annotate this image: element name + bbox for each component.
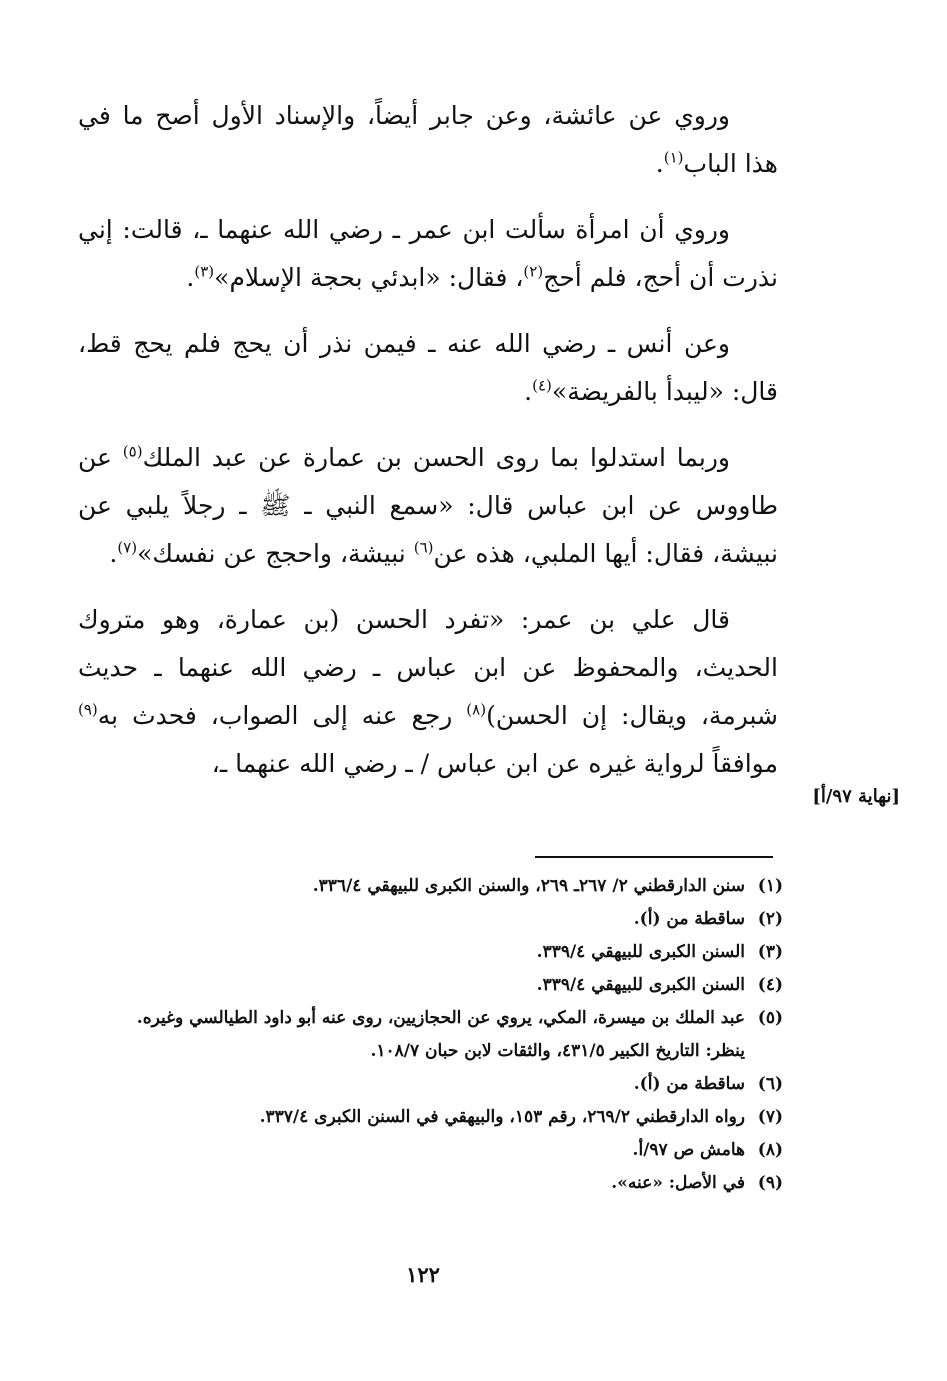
footnote-text: هامش ص ٩٧/أ. — [632, 1140, 745, 1160]
paragraph-4 — [78, 434, 778, 578]
footnote-item — [78, 903, 783, 936]
punctuation: . — [109, 539, 118, 568]
footnote-ref: (٤) — [532, 376, 552, 395]
footnote-ref: (٧) — [117, 538, 138, 557]
footnote-item — [78, 936, 783, 969]
footnote-number: (١) — [757, 876, 783, 896]
footnote-number: (٥) — [757, 1008, 783, 1028]
paragraph-text: قال علي بن عمر: «تفرد الحسن (بن عمارة، وهو متروك الحديث، والمحفوظ عن ابن عباس ـ رضي الله عنهما ـ حديث شبرمة، ويقال: إن الحسن) — [78, 605, 778, 730]
paragraph-text: رجع عنه إلى الصواب، فحدث به — [97, 701, 467, 730]
paragraph-text: وروي أن امرأة سألت ابن عمر ـ رضي الله عنهما ـ، قالت: إني نذرت أن أحج، فلم أحج — [78, 215, 778, 292]
footnote-divider — [535, 856, 773, 858]
footnote-continuation: ينظر: التاريخ الكبير ٤٣١/٥، والثقات لابن حبان ١٠٨/٧. — [370, 1041, 745, 1061]
footnote-text: السنن الكبرى للبيهقي ٣٣٩/٤. — [536, 975, 745, 995]
footnote-item — [78, 1167, 783, 1200]
punctuation: . — [524, 377, 533, 406]
paragraph-5 — [78, 596, 778, 788]
footnote-item — [78, 969, 783, 1002]
footnote-number: (٣) — [757, 942, 783, 962]
paragraph-1 — [78, 92, 778, 188]
footnote-item — [78, 1068, 783, 1101]
footnote-item — [78, 1002, 783, 1035]
footnote-ref: (٢) — [523, 262, 544, 281]
footnote-item — [78, 1101, 783, 1134]
footnote-text: في الأصل: «عنه». — [611, 1173, 745, 1193]
footnote-text: رواه الدارقطني ٢٦٩/٢، رقم ١٥٣، والبيهقي في السنن الكبرى ٣٣٧/٤. — [259, 1107, 745, 1127]
footnote-ref: (٩) — [78, 700, 98, 719]
footnote-number: (٦) — [757, 1074, 783, 1094]
footnote-ref: (٦) — [413, 538, 434, 557]
footnote-number: (٧) — [757, 1107, 783, 1127]
footnote-ref: (٥) — [122, 442, 143, 461]
paragraph-text: وعن أنس ـ رضي الله عنه ـ فيمن نذر أن يحج فلم يحج قط، قال: «ليبدأ بالفريضة» — [78, 329, 778, 406]
footnote-item — [78, 870, 783, 903]
punctuation: . — [186, 263, 195, 292]
paragraph-3 — [78, 320, 778, 416]
paragraph-text: نبيشة، واحجج عن نفسك» — [137, 539, 414, 568]
main-text — [78, 92, 778, 788]
paragraph-text: ، فقال: «ابدئي بحجة الإسلام» — [214, 263, 524, 292]
page-number: ١٢٢ — [406, 1262, 440, 1287]
footnote-text: ساقطة من (أ). — [633, 909, 745, 929]
paragraph-text: عن طاووس عن ابن عباس قال: «سمع النبي ـ ﷺ ـ رجلاً يلبي عن نبيشة، فقال: أيها الملبي، هذه عن — [78, 443, 778, 568]
paragraph-text: وربما استدلوا بما روى الحسن بن عمارة عن عبد الملك — [142, 443, 730, 472]
footnote-ref: (١) — [663, 148, 684, 167]
paragraph-text: وروي عن عائشة، وعن جابر أيضاً، والإسناد الأول أصح ما في هذا الباب — [78, 101, 778, 178]
footnote-ref: (٣) — [194, 262, 215, 281]
footnote-number: (٤) — [757, 975, 783, 995]
footnote-text: ساقطة من (أ). — [633, 1074, 745, 1094]
footnote-number: (٢) — [757, 909, 783, 929]
paragraph-text: موافقاً لرواية غيره عن ابن عباس / ـ رضي الله عنهما ـ، — [211, 749, 778, 778]
footnote-number: (٨) — [757, 1140, 783, 1160]
footnote-item — [78, 1134, 783, 1167]
footnote-number: (٩) — [757, 1173, 783, 1193]
footnote-text: عبد الملك بن ميسرة، المكي، يروي عن الحجازيين، روى عنه أبو داود الطيالسي وغيره. — [136, 1008, 745, 1028]
footnotes — [78, 870, 783, 1200]
punctuation: . — [655, 149, 664, 178]
manuscript-folio-marker: [نهاية ٩٧/أ] — [812, 786, 900, 807]
footnote-ref: (٨) — [466, 700, 487, 719]
footnote-text: سنن الدارقطني ٢/ ٢٦٧ـ ٢٦٩، والسنن الكبرى للبيهقي ٣٣٦/٤. — [312, 876, 745, 896]
paragraph-2 — [78, 206, 778, 302]
footnote-text: السنن الكبرى للبيهقي ٣٣٩/٤. — [536, 942, 745, 962]
